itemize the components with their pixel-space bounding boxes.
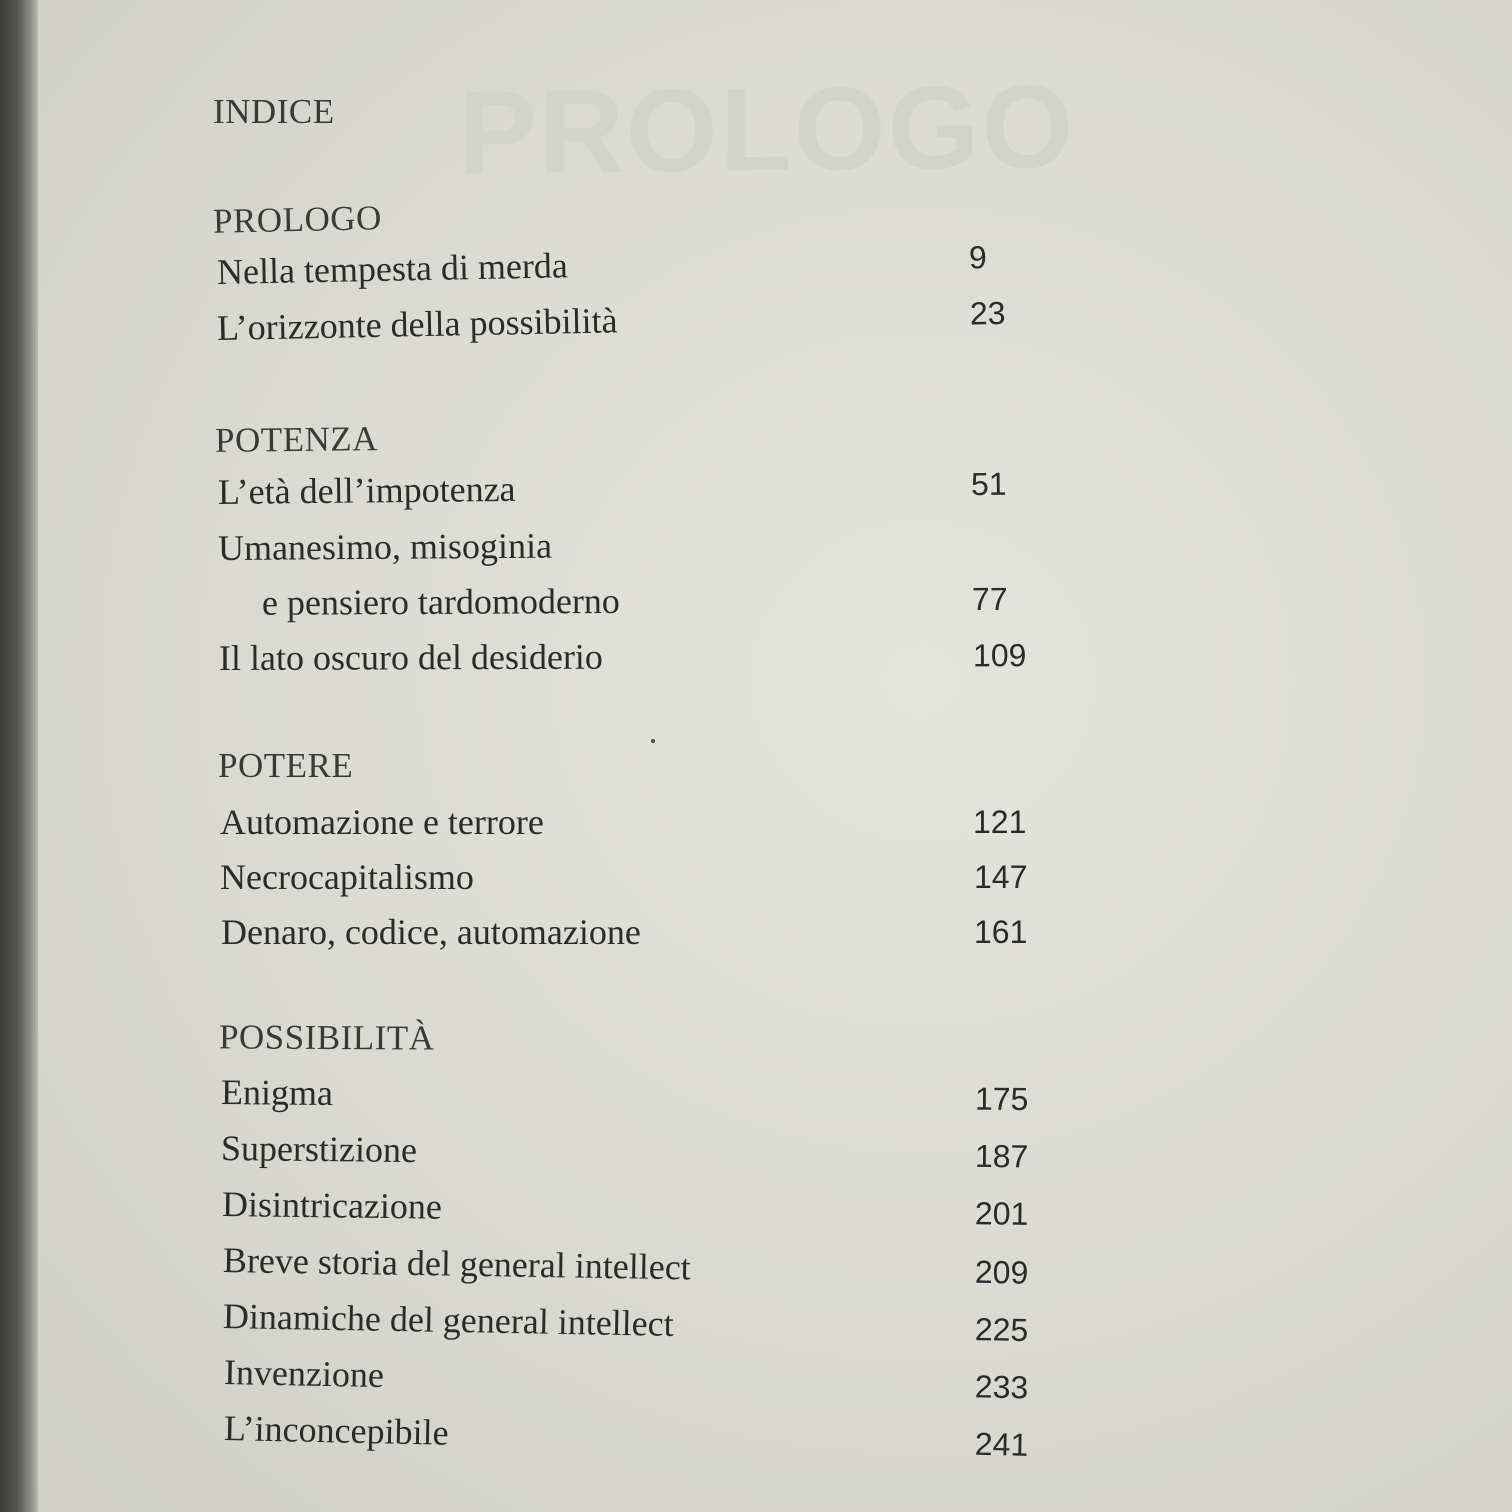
toc-entry-title: Dinamiche del general intellect	[222, 1296, 675, 1344]
bleed-through-heading: PROLOGO	[458, 60, 1076, 200]
toc-entry-page: 23	[969, 294, 1006, 332]
toc-entry	[221, 1070, 1041, 1121]
toc-entry	[218, 462, 1018, 514]
toc-entry-page: 109	[972, 637, 1027, 674]
toc-entry-title: Disintricazione	[221, 1184, 443, 1227]
section-title-possibilita: POSSIBILITÀ	[218, 1017, 435, 1058]
section-title-prologo: PROLOGO	[212, 198, 383, 241]
toc-entry-title: Necrocapitalismo	[220, 857, 474, 897]
toc-entry-page: 201	[974, 1195, 1029, 1232]
toc-entry-page: 51	[970, 465, 1007, 503]
book-spine-shadow	[0, 0, 38, 1512]
toc-entry	[220, 855, 1040, 899]
toc-entry-title: Nella tempesta di merda	[216, 245, 569, 292]
toc-entry-page: 161	[974, 914, 1028, 950]
toc-entry-title: Umanesimo, misoginia	[217, 525, 553, 568]
toc-entry-title: Enigma	[220, 1072, 334, 1113]
toc-entry-title: Denaro, codice, automazione	[221, 912, 641, 952]
index-title: INDICE	[213, 92, 335, 131]
toc-entry-title: L’inconcepibile	[223, 1408, 449, 1453]
toc-entry-page: 9	[968, 239, 988, 276]
toc-entry-page: 121	[973, 804, 1027, 840]
toc-entry-page: 77	[971, 580, 1008, 618]
toc-entry-title: Il lato oscuro del desiderio	[218, 636, 603, 678]
toc-entry	[218, 520, 1018, 570]
section-title-potenza: POTENZA	[214, 419, 379, 460]
toc-entry-page: 175	[974, 1080, 1029, 1118]
toc-entry-page: 233	[974, 1368, 1029, 1406]
toc-entry-page: 209	[974, 1253, 1029, 1291]
toc-entry-title: Superstizione	[220, 1128, 418, 1171]
toc-entry-continuation	[218, 577, 1018, 625]
toc-entry-title-continuation: e pensiero tardomoderno	[261, 580, 620, 623]
section-title-potere: POTERE	[218, 746, 354, 785]
paper-speck	[651, 739, 655, 743]
toc-entry-title: L’orizzonte della possibilità	[216, 300, 618, 348]
toc-entry-page: 187	[974, 1137, 1029, 1175]
toc-entry	[219, 633, 1039, 680]
toc-entry-title: Breve storia del general intellect	[222, 1240, 692, 1288]
toc-entry-title: Invenzione	[223, 1352, 385, 1396]
toc-entry-title: L’età dell’impotenza	[217, 468, 516, 512]
toc-entry-title: Automazione e terrore	[220, 802, 544, 842]
toc-entry-page: 241	[974, 1425, 1029, 1463]
toc-entry	[220, 800, 1040, 844]
toc-entry-page: 147	[974, 859, 1028, 895]
toc-entry	[221, 910, 1041, 954]
toc-entry-page: 225	[974, 1311, 1029, 1349]
toc-entry	[221, 1126, 1041, 1179]
